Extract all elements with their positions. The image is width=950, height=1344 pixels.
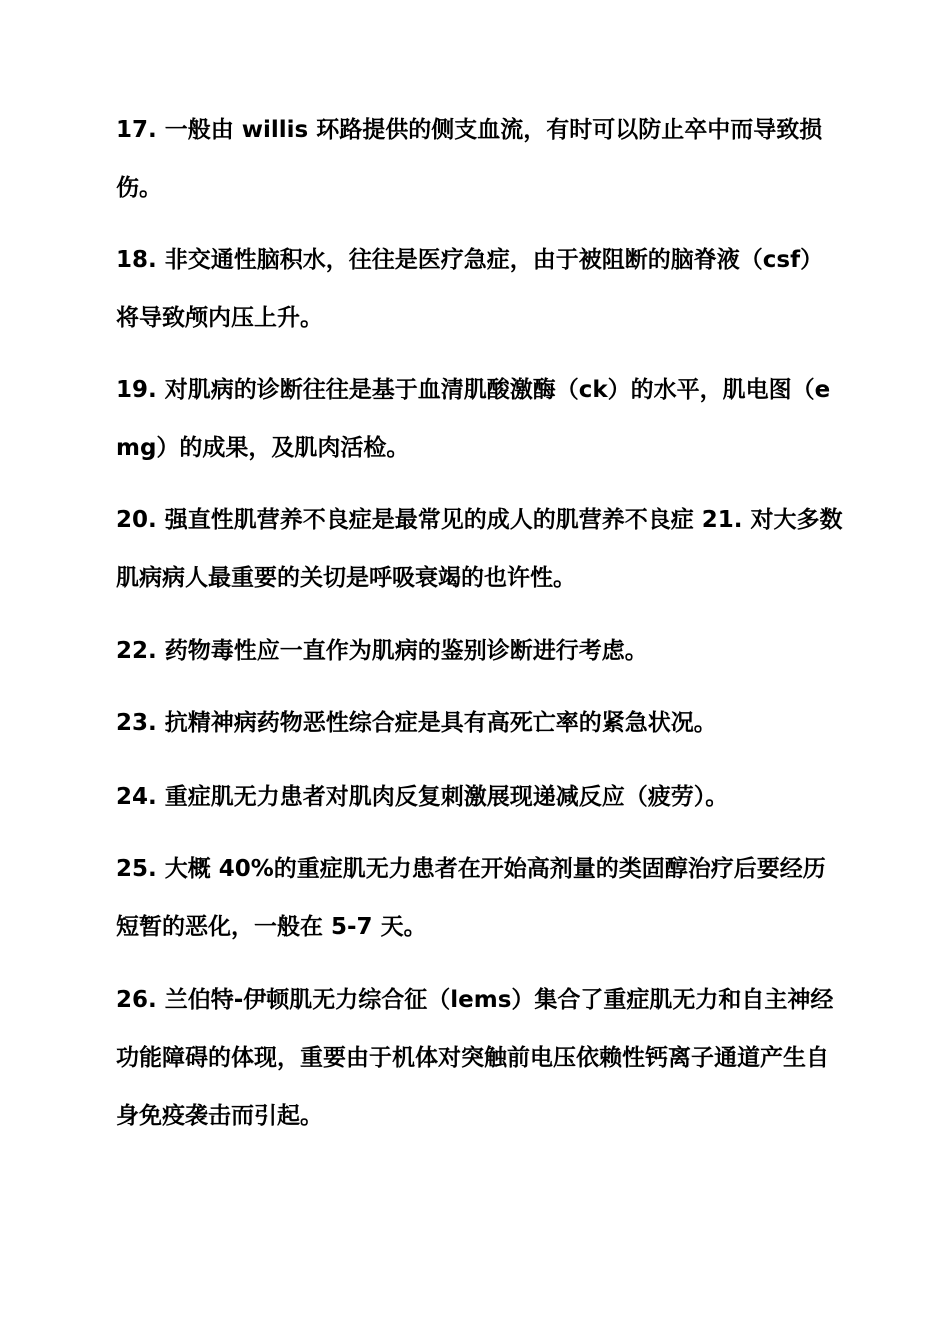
paragraph-17: 17. 一般由 willis 环路提供的侧支血流，有时可以防止卒中而导致损伤。 <box>116 117 823 201</box>
paragraph-23: 23. 抗精神病药物恶性综合症是具有高死亡率的紧急状况。 <box>116 710 717 736</box>
paragraph-18: 18. 非交通性脑积水，往往是医疗急症，由于被阻断的脑脊液（csf）将导致颅内压上升。 <box>116 247 824 331</box>
paragraph-25: 25. 大概 40%的重症肌无力患者在开始高剂量的类固醇治疗后要经历短暂的恶化，一般在 5-7 天。 <box>116 856 826 940</box>
paragraph-20-21: 20. 强直性肌营养不良症是最常见的成人的肌营养不良症 21. 对大多数肌病病人最重要的关切是呼吸衰竭的也许性。 <box>116 507 843 591</box>
paragraph-22: 22. 药物毒性应一直作为肌病的鉴别诊断进行考虑。 <box>116 638 648 664</box>
paragraph-26: 26. 兰伯特-伊顿肌无力综合征（lems）集合了重症肌无力和自主神经功能障碍的体现，重要由于机体对突触前电压依赖性钙离子通道产生自身免疫袭击而引起。 <box>116 987 834 1129</box>
paragraph-19: 19. 对肌病的诊断往往是基于血清肌酸激酶（ck）的水平，肌电图（emg）的成果，及肌肉活检。 <box>116 377 831 461</box>
paragraph-24: 24. 重症肌无力患者对肌肉反复刺激展现递减反应（疲劳）。 <box>116 784 729 810</box>
